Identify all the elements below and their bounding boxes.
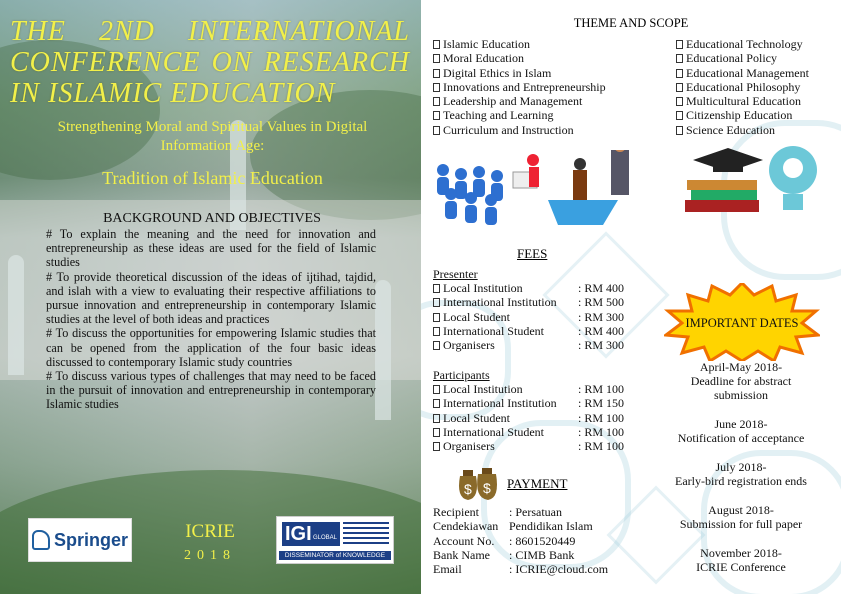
background-heading: BACKGROUND AND OBJECTIVES xyxy=(103,211,321,226)
fees-heading: FEES xyxy=(517,246,548,261)
date-entry xyxy=(661,360,821,402)
checkbox-icon xyxy=(433,428,440,437)
igi-small: GLOBAL xyxy=(313,535,338,541)
payment-details xyxy=(433,505,608,576)
springer-label: Springer xyxy=(53,529,128,550)
objectives-list xyxy=(46,227,376,412)
theme-label: Digital Ethics in Islam xyxy=(443,65,552,80)
fee-amount: : RM 500 xyxy=(578,295,625,310)
igi-label: IGI xyxy=(282,522,340,546)
title-line-1 xyxy=(10,16,410,48)
date-line: July 2018- xyxy=(715,460,767,474)
theme-item xyxy=(676,66,809,80)
fee-category xyxy=(433,310,578,324)
title-line-2 xyxy=(10,47,410,79)
payment-key: Cendekiawan xyxy=(433,519,499,534)
theme-label: Moral Education xyxy=(443,51,524,66)
fee-amount: : RM 100 xyxy=(578,424,625,439)
checkbox-icon xyxy=(433,284,440,293)
fee-amount: : RM 400 xyxy=(578,281,625,295)
checkbox-icon xyxy=(676,83,683,92)
teacher-classroom-illustration xyxy=(433,150,633,230)
theme-item xyxy=(676,37,809,51)
fee-category-label: Local Institution xyxy=(443,382,523,396)
payment-row xyxy=(433,562,608,576)
checkbox-icon xyxy=(433,385,440,394)
fee-amount: : RM 300 xyxy=(578,309,625,324)
svg-text:$: $ xyxy=(483,480,491,496)
springer-horse-icon xyxy=(32,530,50,550)
payment-row xyxy=(433,505,608,519)
payment-value: : ICRIE@cloud.com xyxy=(509,562,609,577)
checkbox-icon xyxy=(676,69,683,78)
theme-item xyxy=(676,123,809,137)
bg-minaret xyxy=(8,255,24,375)
theme-label: Educational Policy xyxy=(686,51,777,66)
themes-list-right xyxy=(676,37,809,137)
date-line: November 2018- xyxy=(700,546,782,560)
date-entry xyxy=(661,460,821,488)
fee-amount: : RM 400 xyxy=(578,323,625,338)
fee-category xyxy=(433,411,578,425)
presenter-heading: Presenter xyxy=(433,267,478,281)
fee-row xyxy=(433,295,624,309)
participant-fees-table xyxy=(433,382,624,453)
presenter-fees-table xyxy=(433,281,624,352)
title-word: INTERNATIONAL xyxy=(188,16,410,47)
fee-category-label: International Institution xyxy=(443,396,557,411)
fee-row xyxy=(433,425,624,439)
theme-label: Islamic Education xyxy=(443,37,530,51)
important-dates-heading: IMPORTANT DATES xyxy=(685,316,799,330)
theme-item xyxy=(433,51,606,65)
fee-row xyxy=(433,396,624,410)
theme-label: Leadership and Management xyxy=(443,94,583,109)
date-line: Deadline for abstract xyxy=(690,374,792,388)
payment-value: : 8601520449 xyxy=(509,533,576,548)
title-word: THE xyxy=(10,16,66,47)
checkbox-icon xyxy=(676,126,683,135)
payment-value: : CIMB Bank xyxy=(509,547,575,562)
igi-global-logo xyxy=(276,516,394,564)
important-dates-list xyxy=(661,360,821,589)
fee-category xyxy=(433,338,578,352)
event-short-name: ICRIE xyxy=(185,521,235,542)
date-line: Notification of acceptance xyxy=(677,431,805,445)
fee-category xyxy=(433,324,578,338)
fee-amount: : RM 100 xyxy=(578,439,625,454)
fee-category-label: International Student xyxy=(443,424,544,439)
theme-label: Educational Technology xyxy=(686,37,803,51)
payment-key: Email xyxy=(433,562,462,577)
checkbox-icon xyxy=(433,111,440,120)
checkbox-icon xyxy=(433,69,440,78)
payment-key: Bank Name xyxy=(433,547,490,562)
event-year: 2018 xyxy=(184,548,236,563)
theme-item xyxy=(433,123,606,137)
fee-row xyxy=(433,281,624,295)
objective-item: # To discuss various types of challenges that may need to be faced in the pursuit of innovation and entrepreneurship in contemporary Islamic studies xyxy=(46,369,376,412)
springer-logo xyxy=(28,518,132,562)
subtitle: Strengthening Moral and Spiritual Values in Digital Information Age: xyxy=(57,119,368,154)
svg-text:$: $ xyxy=(464,481,472,497)
date-entry xyxy=(661,546,821,574)
checkbox-icon xyxy=(676,97,683,106)
title-word: ON xyxy=(211,47,253,78)
checkbox-icon xyxy=(433,298,440,307)
theme-item xyxy=(676,108,809,122)
checkbox-icon xyxy=(433,341,440,350)
fee-category xyxy=(433,396,578,410)
right-panel xyxy=(421,0,841,594)
fee-amount: : RM 150 xyxy=(578,396,625,411)
title-word: CONFERENCE xyxy=(10,47,201,78)
theme-item xyxy=(676,94,809,108)
objective-item: # To provide theoretical discussion of the ideas of ijtihad, tajdid, and islah with a view to evaluating their respective affiliations to pursue innovation and entrepreneurship in contemporary Islamic studies at the level of both ideas and practices xyxy=(46,269,376,327)
fee-amount: : RM 300 xyxy=(578,338,625,353)
theme-item xyxy=(433,80,606,94)
checkbox-icon xyxy=(676,111,683,120)
payment-heading: PAYMENT xyxy=(507,476,568,491)
theme-label: Innovations and Entrepreneurship xyxy=(443,79,606,94)
title-word: RESEARCH xyxy=(263,47,410,78)
fee-row xyxy=(433,338,624,352)
theme-item xyxy=(433,94,606,108)
checkbox-icon xyxy=(433,414,440,423)
themes-list-left xyxy=(433,37,606,137)
checkbox-icon xyxy=(433,399,440,408)
fee-category xyxy=(433,281,578,295)
igi-lines-graphic xyxy=(343,522,389,546)
payment-row xyxy=(433,534,608,548)
checkbox-icon xyxy=(433,83,440,92)
checkbox-icon xyxy=(676,54,683,63)
fee-category-label: Local Institution xyxy=(443,281,523,295)
title-line-3: IN ISLAMIC EDUCATION xyxy=(10,78,336,109)
money-bags-icon xyxy=(454,462,502,502)
payment-value: : Persatuan xyxy=(509,505,562,519)
checkbox-icon xyxy=(433,54,440,63)
payment-row xyxy=(433,519,608,533)
fee-category xyxy=(433,439,578,453)
fee-row xyxy=(433,310,624,324)
fee-amount: : RM 100 xyxy=(578,382,625,396)
theme-label: Science Education xyxy=(686,122,775,137)
objective-item: # To explain the meaning and the need for innovation and entrepreneurship as these ideas are used for the field of Islamic studies xyxy=(46,227,376,270)
theme-label: Teaching and Learning xyxy=(443,108,554,123)
payment-key: Account No. xyxy=(433,533,495,548)
date-line: June 2018- xyxy=(714,417,768,431)
theme-label: Educational Management xyxy=(686,65,809,80)
fee-row xyxy=(433,382,624,396)
date-line: submission xyxy=(713,388,768,402)
payment-row xyxy=(433,548,608,562)
date-line: Submission for full paper xyxy=(679,517,803,531)
date-line: ICRIE Conference xyxy=(696,560,786,574)
date-line: August 2018- xyxy=(708,503,774,517)
fee-row xyxy=(433,411,624,425)
checkbox-icon xyxy=(433,97,440,106)
fee-amount: : RM 100 xyxy=(578,410,625,425)
theme-label: Multicultural Education xyxy=(686,94,801,109)
subtitle-tradition: Tradition of Islamic Education xyxy=(102,168,323,188)
payment-key: Recipient xyxy=(433,505,479,519)
checkbox-icon xyxy=(433,40,440,49)
checkbox-icon xyxy=(433,442,440,451)
fee-category-label: Local Student xyxy=(443,309,510,324)
date-line: Early-bird registration ends xyxy=(675,474,807,488)
fee-category xyxy=(433,425,578,439)
starburst-badge xyxy=(664,283,820,361)
fee-category-label: Local Student xyxy=(443,410,510,425)
fee-category-label: International Student xyxy=(443,323,544,338)
fee-category-label: Organisers xyxy=(443,338,495,353)
fee-category-label: International Institution xyxy=(443,295,557,310)
fee-row xyxy=(433,439,624,453)
checkbox-icon xyxy=(433,126,440,135)
payment-value: Pendidikan Islam xyxy=(509,519,593,534)
bg-minaret xyxy=(375,280,391,420)
date-line: April-May 2018- xyxy=(699,360,783,374)
fee-row xyxy=(433,324,624,338)
igi-tagline: DISSEMINATOR of KNOWLEDGE xyxy=(279,551,391,560)
date-entry xyxy=(661,417,821,445)
graduation-books-illustration xyxy=(683,140,823,216)
theme-label: Curriculum and Instruction xyxy=(443,122,574,137)
theme-label: Citizenship Education xyxy=(686,108,793,123)
title-word: 2ND xyxy=(99,16,155,47)
checkbox-icon xyxy=(433,327,440,336)
theme-item xyxy=(433,37,606,51)
fee-category xyxy=(433,295,578,309)
fee-category-label: Organisers xyxy=(443,439,495,454)
date-entry xyxy=(661,503,821,531)
theme-item xyxy=(676,51,809,65)
objective-item: # To discuss the opportunities for empowering Islamic studies that can be opened from the application of the four basic ideas discussed to contemporary Islamic study countries xyxy=(46,326,376,369)
theme-item xyxy=(433,108,606,122)
checkbox-icon xyxy=(676,40,683,49)
fee-category xyxy=(433,382,578,396)
theme-label: Educational Philosophy xyxy=(686,79,801,94)
theme-heading: THEME AND SCOPE xyxy=(573,16,689,30)
checkbox-icon xyxy=(433,313,440,322)
participants-heading: Participants xyxy=(433,368,490,382)
theme-item xyxy=(433,66,606,80)
theme-item xyxy=(676,80,809,94)
